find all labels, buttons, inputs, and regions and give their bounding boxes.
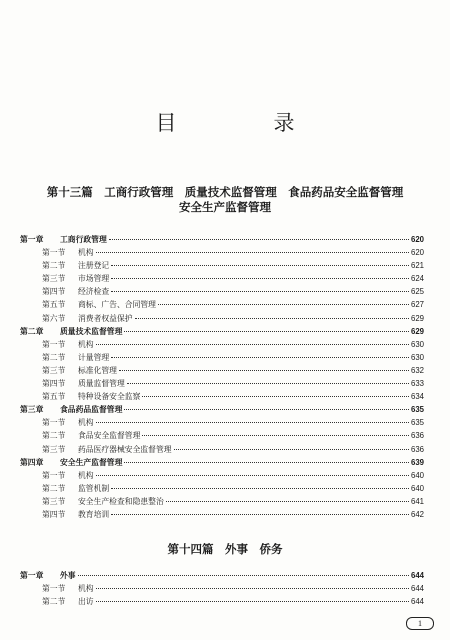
toc-section-entry bbox=[20, 482, 424, 495]
toc-chapter-entry bbox=[20, 233, 424, 246]
toc-entry-page: 630 bbox=[410, 339, 424, 349]
toc-entry-number: 第三节 bbox=[42, 365, 66, 375]
toc-entry-page: 634 bbox=[410, 392, 424, 402]
toc-entry-number: 第二章 bbox=[20, 326, 44, 336]
dot-leader bbox=[96, 601, 409, 602]
toc-entry-page: 632 bbox=[410, 365, 424, 375]
dot-leader bbox=[158, 304, 409, 305]
toc-part-14 bbox=[20, 569, 424, 608]
toc-entry-number: 第三节 bbox=[42, 274, 66, 284]
toc-entry-number: 第一章 bbox=[20, 571, 44, 580]
part-13-heading-line1: 第十三篇 工商行政管理 质量技术监督管理 食品药品安全监督管理 bbox=[46, 185, 404, 199]
dot-leader bbox=[142, 435, 409, 436]
toc-entry-page: 635 bbox=[410, 405, 424, 415]
toc-entry-title: 消费者权益保护 bbox=[78, 313, 133, 323]
toc-entry-page: 624 bbox=[410, 274, 424, 284]
toc-entry-title: 食品安全监督管理 bbox=[78, 431, 141, 441]
toc-entry-title: 食品药品监督管理 bbox=[60, 405, 123, 415]
part-13-heading-line2: 安全生产监督管理 bbox=[179, 200, 271, 214]
toc-entry-title: 监管机制 bbox=[78, 483, 110, 493]
toc-entry-title: 机构 bbox=[78, 470, 94, 480]
toc-entry-number: 第五节 bbox=[42, 392, 66, 402]
toc-entry-page: 644 bbox=[410, 597, 424, 607]
toc-entry-number: 第二节 bbox=[42, 352, 66, 362]
toc-section-entry bbox=[20, 508, 424, 521]
dot-leader bbox=[124, 409, 409, 410]
toc-entry-title: 外事 bbox=[60, 571, 76, 580]
toc-entry-page: 640 bbox=[410, 470, 424, 480]
toc-chapter-entry bbox=[20, 325, 424, 338]
page-number: 1 bbox=[406, 617, 434, 630]
toc-section-entry bbox=[20, 351, 424, 364]
toc-entry-title: 机构 bbox=[78, 418, 94, 428]
dot-leader bbox=[78, 575, 409, 576]
toc-entry-title: 机构 bbox=[78, 584, 94, 594]
toc-entry-title: 出访 bbox=[78, 597, 94, 607]
toc-section-entry bbox=[20, 469, 424, 482]
toc-entry-title: 机构 bbox=[78, 339, 94, 349]
dot-leader bbox=[96, 422, 409, 423]
toc-entry-title: 商标、广告、合同管理 bbox=[78, 300, 156, 310]
toc-entry-title: 质量监督管理 bbox=[78, 379, 125, 389]
dot-leader bbox=[111, 278, 409, 279]
toc-entry-page: 629 bbox=[410, 313, 424, 323]
toc-entry-number: 第四节 bbox=[42, 379, 66, 389]
toc-entry-number: 第四节 bbox=[42, 509, 66, 519]
toc-entry-number: 第三节 bbox=[42, 496, 66, 506]
toc-entry-page: 636 bbox=[410, 444, 424, 454]
toc-entry-page: 630 bbox=[410, 352, 424, 362]
page-title: 目 录 bbox=[155, 111, 333, 136]
toc-entry-number: 第二节 bbox=[42, 483, 66, 493]
toc-section-entry bbox=[20, 495, 424, 508]
toc-entry-title: 教育培训 bbox=[78, 509, 110, 519]
part-14-heading-line1: 第十四篇 外事 侨务 bbox=[167, 542, 283, 556]
toc-section-entry bbox=[20, 364, 424, 377]
toc-entry-number: 第四章 bbox=[20, 457, 44, 467]
toc-entry-page: 644 bbox=[410, 571, 424, 580]
toc-entry-page: 636 bbox=[410, 431, 424, 441]
toc-entry-number: 第一节 bbox=[42, 248, 66, 258]
toc-section-entry bbox=[20, 298, 424, 311]
toc-entry-number: 第二节 bbox=[42, 431, 66, 441]
toc-section-entry bbox=[20, 259, 424, 272]
toc-entry-number: 第四节 bbox=[42, 287, 66, 297]
dot-leader bbox=[124, 462, 409, 463]
toc-entry-page: 642 bbox=[410, 509, 424, 519]
toc-entry-page: 640 bbox=[410, 483, 424, 493]
toc-section-entry bbox=[20, 443, 424, 456]
toc-section-entry bbox=[20, 582, 424, 595]
toc-entry-page: 629 bbox=[410, 326, 424, 336]
toc-entry-title: 安全生产检查和隐患整治 bbox=[78, 496, 164, 506]
dot-leader bbox=[96, 344, 409, 345]
dot-leader bbox=[119, 370, 409, 371]
dot-leader bbox=[142, 396, 409, 397]
toc-section-entry bbox=[20, 246, 424, 259]
toc-entry-number: 第一节 bbox=[42, 418, 66, 428]
toc-chapter-entry bbox=[20, 456, 424, 469]
dot-leader bbox=[96, 588, 409, 589]
toc-chapter-entry bbox=[20, 403, 424, 416]
toc-entry-page: 620 bbox=[410, 235, 424, 244]
toc-entry-title: 工商行政管理 bbox=[60, 235, 107, 244]
dot-leader bbox=[111, 291, 409, 292]
toc-entry-title: 计量管理 bbox=[78, 352, 110, 362]
toc-section-entry bbox=[20, 390, 424, 403]
toc-section-entry bbox=[20, 429, 424, 442]
toc-entry-number: 第二节 bbox=[42, 261, 66, 271]
toc-entry-page: 627 bbox=[410, 300, 424, 310]
part-13-heading bbox=[0, 185, 450, 215]
dot-leader bbox=[109, 239, 409, 240]
toc-entry-title: 注册登记 bbox=[78, 261, 110, 271]
toc-entry-number: 第一节 bbox=[42, 339, 66, 349]
toc-section-entry bbox=[20, 377, 424, 390]
toc-entry-title: 安全生产监督管理 bbox=[60, 457, 123, 467]
toc-entry-number: 第一章 bbox=[20, 235, 44, 244]
toc-entry-number: 第三章 bbox=[20, 405, 44, 415]
toc-entry-page: 635 bbox=[410, 418, 424, 428]
toc-entry-page: 633 bbox=[410, 379, 424, 389]
dot-leader bbox=[111, 488, 409, 489]
toc-entry-page: 625 bbox=[410, 287, 424, 297]
dot-leader bbox=[135, 318, 409, 319]
toc-entry-page: 621 bbox=[410, 261, 424, 271]
dot-leader bbox=[174, 449, 409, 450]
toc-section-entry bbox=[20, 312, 424, 325]
dot-leader bbox=[124, 331, 409, 332]
toc-section-entry bbox=[20, 272, 424, 285]
dot-leader bbox=[111, 514, 409, 515]
toc-entry-number: 第二节 bbox=[42, 597, 66, 607]
toc-entry-title: 特种设备安全监察 bbox=[78, 392, 141, 402]
toc-entry-number: 第一节 bbox=[42, 470, 66, 480]
toc-entry-page: 644 bbox=[410, 584, 424, 594]
toc-entry-title: 质量技术监督管理 bbox=[60, 326, 123, 336]
dot-leader bbox=[111, 357, 409, 358]
dot-leader bbox=[127, 383, 409, 384]
toc-entry-page: 620 bbox=[410, 248, 424, 258]
toc-entry-title: 机构 bbox=[78, 248, 94, 258]
toc-entry-number: 第五节 bbox=[42, 300, 66, 310]
toc-chapter-entry bbox=[20, 569, 424, 582]
toc-entry-number: 第一节 bbox=[42, 584, 66, 594]
toc-entry-title: 市场管理 bbox=[78, 274, 110, 284]
toc-section-entry bbox=[20, 595, 424, 608]
toc-entry-page: 639 bbox=[410, 457, 424, 467]
toc-entry-title: 药品医疗器械安全监督管理 bbox=[78, 444, 172, 454]
toc-entry-title: 经济检查 bbox=[78, 287, 110, 297]
dot-leader bbox=[96, 475, 409, 476]
dot-leader bbox=[96, 252, 409, 253]
part-14-heading bbox=[0, 542, 450, 557]
toc-entry-number: 第三节 bbox=[42, 444, 66, 454]
toc-section-entry bbox=[20, 338, 424, 351]
toc-entry-page: 641 bbox=[410, 496, 424, 506]
dot-leader bbox=[111, 265, 409, 266]
toc-entry-number: 第六节 bbox=[42, 313, 66, 323]
toc-part-13 bbox=[20, 233, 424, 521]
dot-leader bbox=[166, 501, 409, 502]
toc-entry-title: 标准化管理 bbox=[78, 365, 117, 375]
toc-section-entry bbox=[20, 285, 424, 298]
toc-section-entry bbox=[20, 416, 424, 429]
